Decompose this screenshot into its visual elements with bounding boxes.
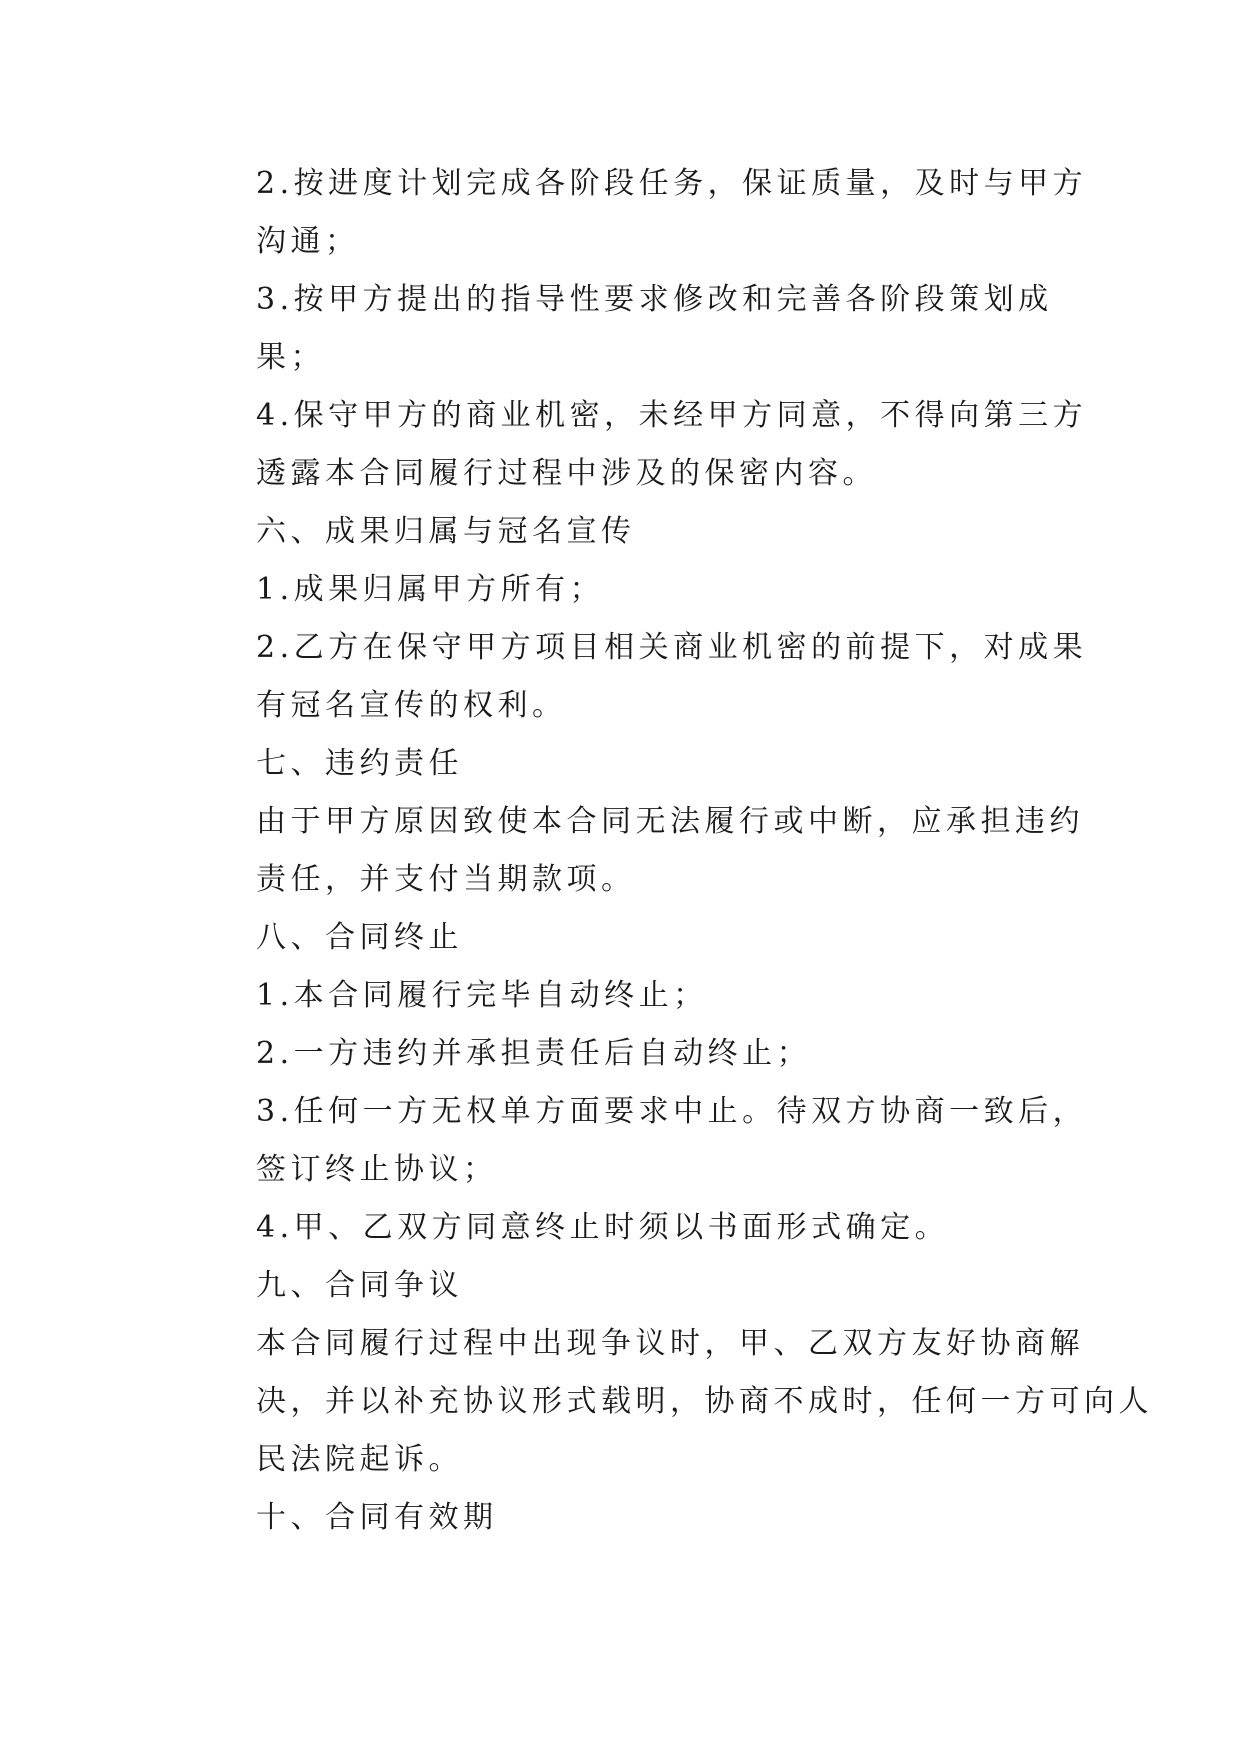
heading-text: 九、合同争议 xyxy=(256,1268,463,1303)
line: 1.本合同履行完毕自动终止； xyxy=(256,978,708,1013)
line: 决，并以补充协议形式载明，协商不成时，任何一方可向人 xyxy=(256,1384,1153,1419)
heading-text: 八、合同终止 xyxy=(256,920,463,955)
document-body xyxy=(190,155,1153,1547)
line: 3.按甲方提出的指导性要求修改和完善各阶段策划成 xyxy=(256,282,1053,317)
line: 有冠名宣传的权利。 xyxy=(256,688,567,723)
heading-text: 七、违约责任 xyxy=(256,746,463,781)
line: 签订终止协议； xyxy=(256,1152,498,1187)
paragraph-obligation-4 xyxy=(190,387,1088,503)
heading-text: 六、成果归属与冠名宣传 xyxy=(256,514,636,549)
paragraph-termination-1 xyxy=(190,967,1060,1025)
line: 3.任何一方无权单方面要求中止。待双方协商一致后， xyxy=(256,1094,1088,1129)
line: 果； xyxy=(256,340,325,375)
line: 1.成果归属甲方所有； xyxy=(256,572,605,607)
heading-text: 十、合同有效期 xyxy=(256,1500,498,1535)
paragraph-ownership-2 xyxy=(190,619,1088,735)
paragraph-termination-4 xyxy=(190,1199,1060,1257)
section-heading-7 xyxy=(190,735,1060,793)
paragraph-obligation-3 xyxy=(190,271,1060,387)
line: 沟通； xyxy=(256,224,360,259)
section-heading-10 xyxy=(190,1489,1060,1547)
line: 2.按进度计划完成各阶段任务，保证质量，及时与甲方 xyxy=(256,166,1088,201)
paragraph-termination-2 xyxy=(190,1025,1060,1083)
line: 透露本合同履行过程中涉及的保密内容。 xyxy=(256,456,877,491)
line: 本合同履行过程中出现争议时，甲、乙双方友好协商解 xyxy=(256,1326,1084,1361)
section-heading-6 xyxy=(190,503,1060,561)
line: 责任，并支付当期款项。 xyxy=(256,862,636,897)
section-heading-8 xyxy=(190,909,1060,967)
line: 4.甲、乙双方同意终止时须以书面形式确定。 xyxy=(256,1210,950,1245)
line: 2.一方违约并承担责任后自动终止； xyxy=(256,1036,812,1071)
paragraph-liability-1 xyxy=(190,793,1084,909)
paragraph-termination-3 xyxy=(190,1083,1088,1199)
line: 民法院起诉。 xyxy=(256,1442,463,1477)
paragraph-obligation-2 xyxy=(190,155,1088,271)
line: 2.乙方在保守甲方项目相关商业机密的前提下，对成果 xyxy=(256,630,1088,665)
section-heading-9 xyxy=(190,1257,1060,1315)
paragraph-ownership-1 xyxy=(190,561,1060,619)
line: 4.保守甲方的商业机密，未经甲方同意，不得向第三方 xyxy=(256,398,1088,433)
line: 由于甲方原因致使本合同无法履行或中断，应承担违约 xyxy=(256,804,1084,839)
paragraph-dispute-1 xyxy=(190,1315,1153,1489)
